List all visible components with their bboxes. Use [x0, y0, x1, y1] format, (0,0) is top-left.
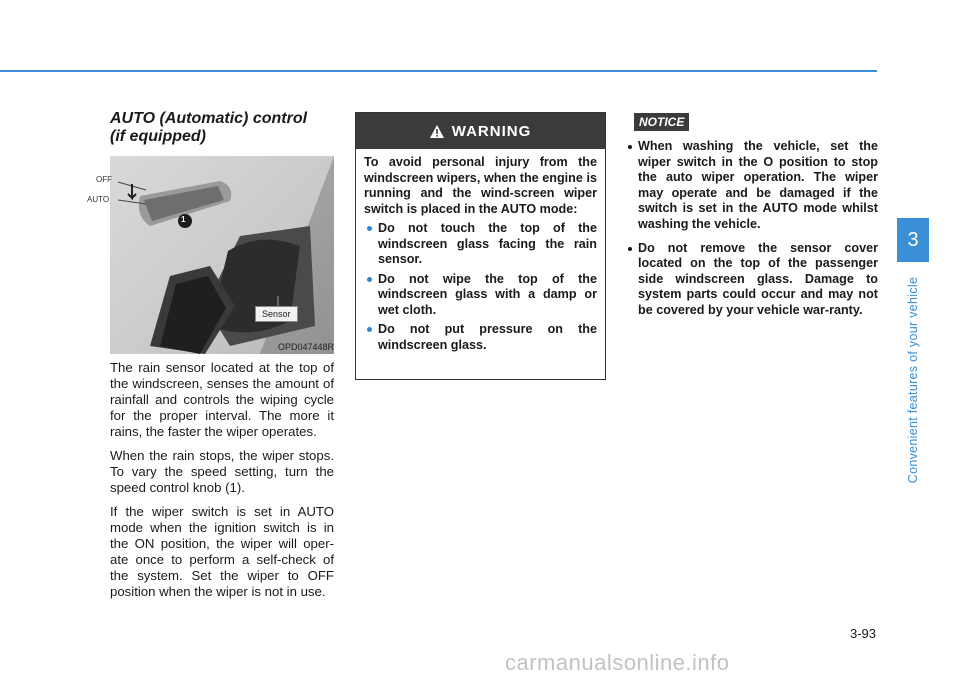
chapter-tab: 3 — [897, 218, 929, 262]
warning-item: Do not wipe the top of the windscreen glass with a damp or wet cloth. — [364, 272, 597, 319]
wiper-mirror-illustration — [110, 156, 334, 354]
body-paragraph: The rain sensor located at the top of the windscreen, senses the amount of rainfall and controls the wiping cycle for the proper interval. The more it rains, the faster the wiper operates. — [110, 360, 334, 439]
warning-intro: To avoid personal injury from the windscreen wipers, when the engine is running and the wind-screen wiper switch is placed in the AUTO mode: — [364, 155, 597, 216]
warning-item: Do not touch the top of the windscreen glass facing the rain sensor. — [364, 221, 597, 268]
section-title-line1: AUTO (Automatic) control — [110, 110, 308, 127]
sensor-label: Sensor — [255, 306, 298, 322]
section-title-line2: (if equipped) — [110, 128, 206, 145]
section-title — [110, 110, 340, 146]
warning-box — [355, 112, 606, 380]
warning-list — [364, 221, 597, 353]
figure-callout-number: 1 — [181, 215, 186, 224]
warning-item: Do not put pressure on the windscreen glass. — [364, 322, 597, 353]
notice-badge: NOTICE — [634, 113, 689, 131]
body-paragraph: When the rain stops, the wiper stops. To vary the speed setting, turn the speed control knob (1). — [110, 448, 334, 495]
notice-list — [622, 139, 878, 327]
wiper-switch-figure — [87, 156, 334, 354]
warning-header — [356, 113, 605, 149]
top-rule — [0, 70, 877, 72]
warning-triangle-icon — [430, 125, 444, 138]
figure-label-off: OFF — [96, 175, 112, 184]
notice-item: When washing the vehicle, set the wiper switch in the O position to stop the auto wiper operation. The wiper may operate and be damaged if the switch is set in the AUTO mode whilst washing the vehicle. — [622, 139, 878, 233]
notice-item: Do not remove the sensor cover located on the top of the passenger side windscreen glass. Damage to system parts could occur and may not be covered by your vehicle war-ranty. — [622, 241, 878, 319]
body-paragraph: If the wiper switch is set in AUTO mode when the ignition switch is in the ON position, the wiper will oper-ate once to perform a self-check of the system. Set the wiper to OFF position when the wiper is not in use. — [110, 504, 334, 599]
page-number: 3-93 — [849, 626, 876, 641]
warning-title: WARNING — [451, 122, 532, 140]
figure-label-auto: AUTO — [87, 195, 110, 204]
watermark: carmanualsonline.info — [505, 650, 730, 675]
figure-code: OPD047448R — [277, 342, 334, 352]
body-text — [110, 360, 334, 608]
warning-body — [356, 149, 605, 353]
chapter-side-title: Convenient features of your vehicle — [906, 276, 920, 484]
